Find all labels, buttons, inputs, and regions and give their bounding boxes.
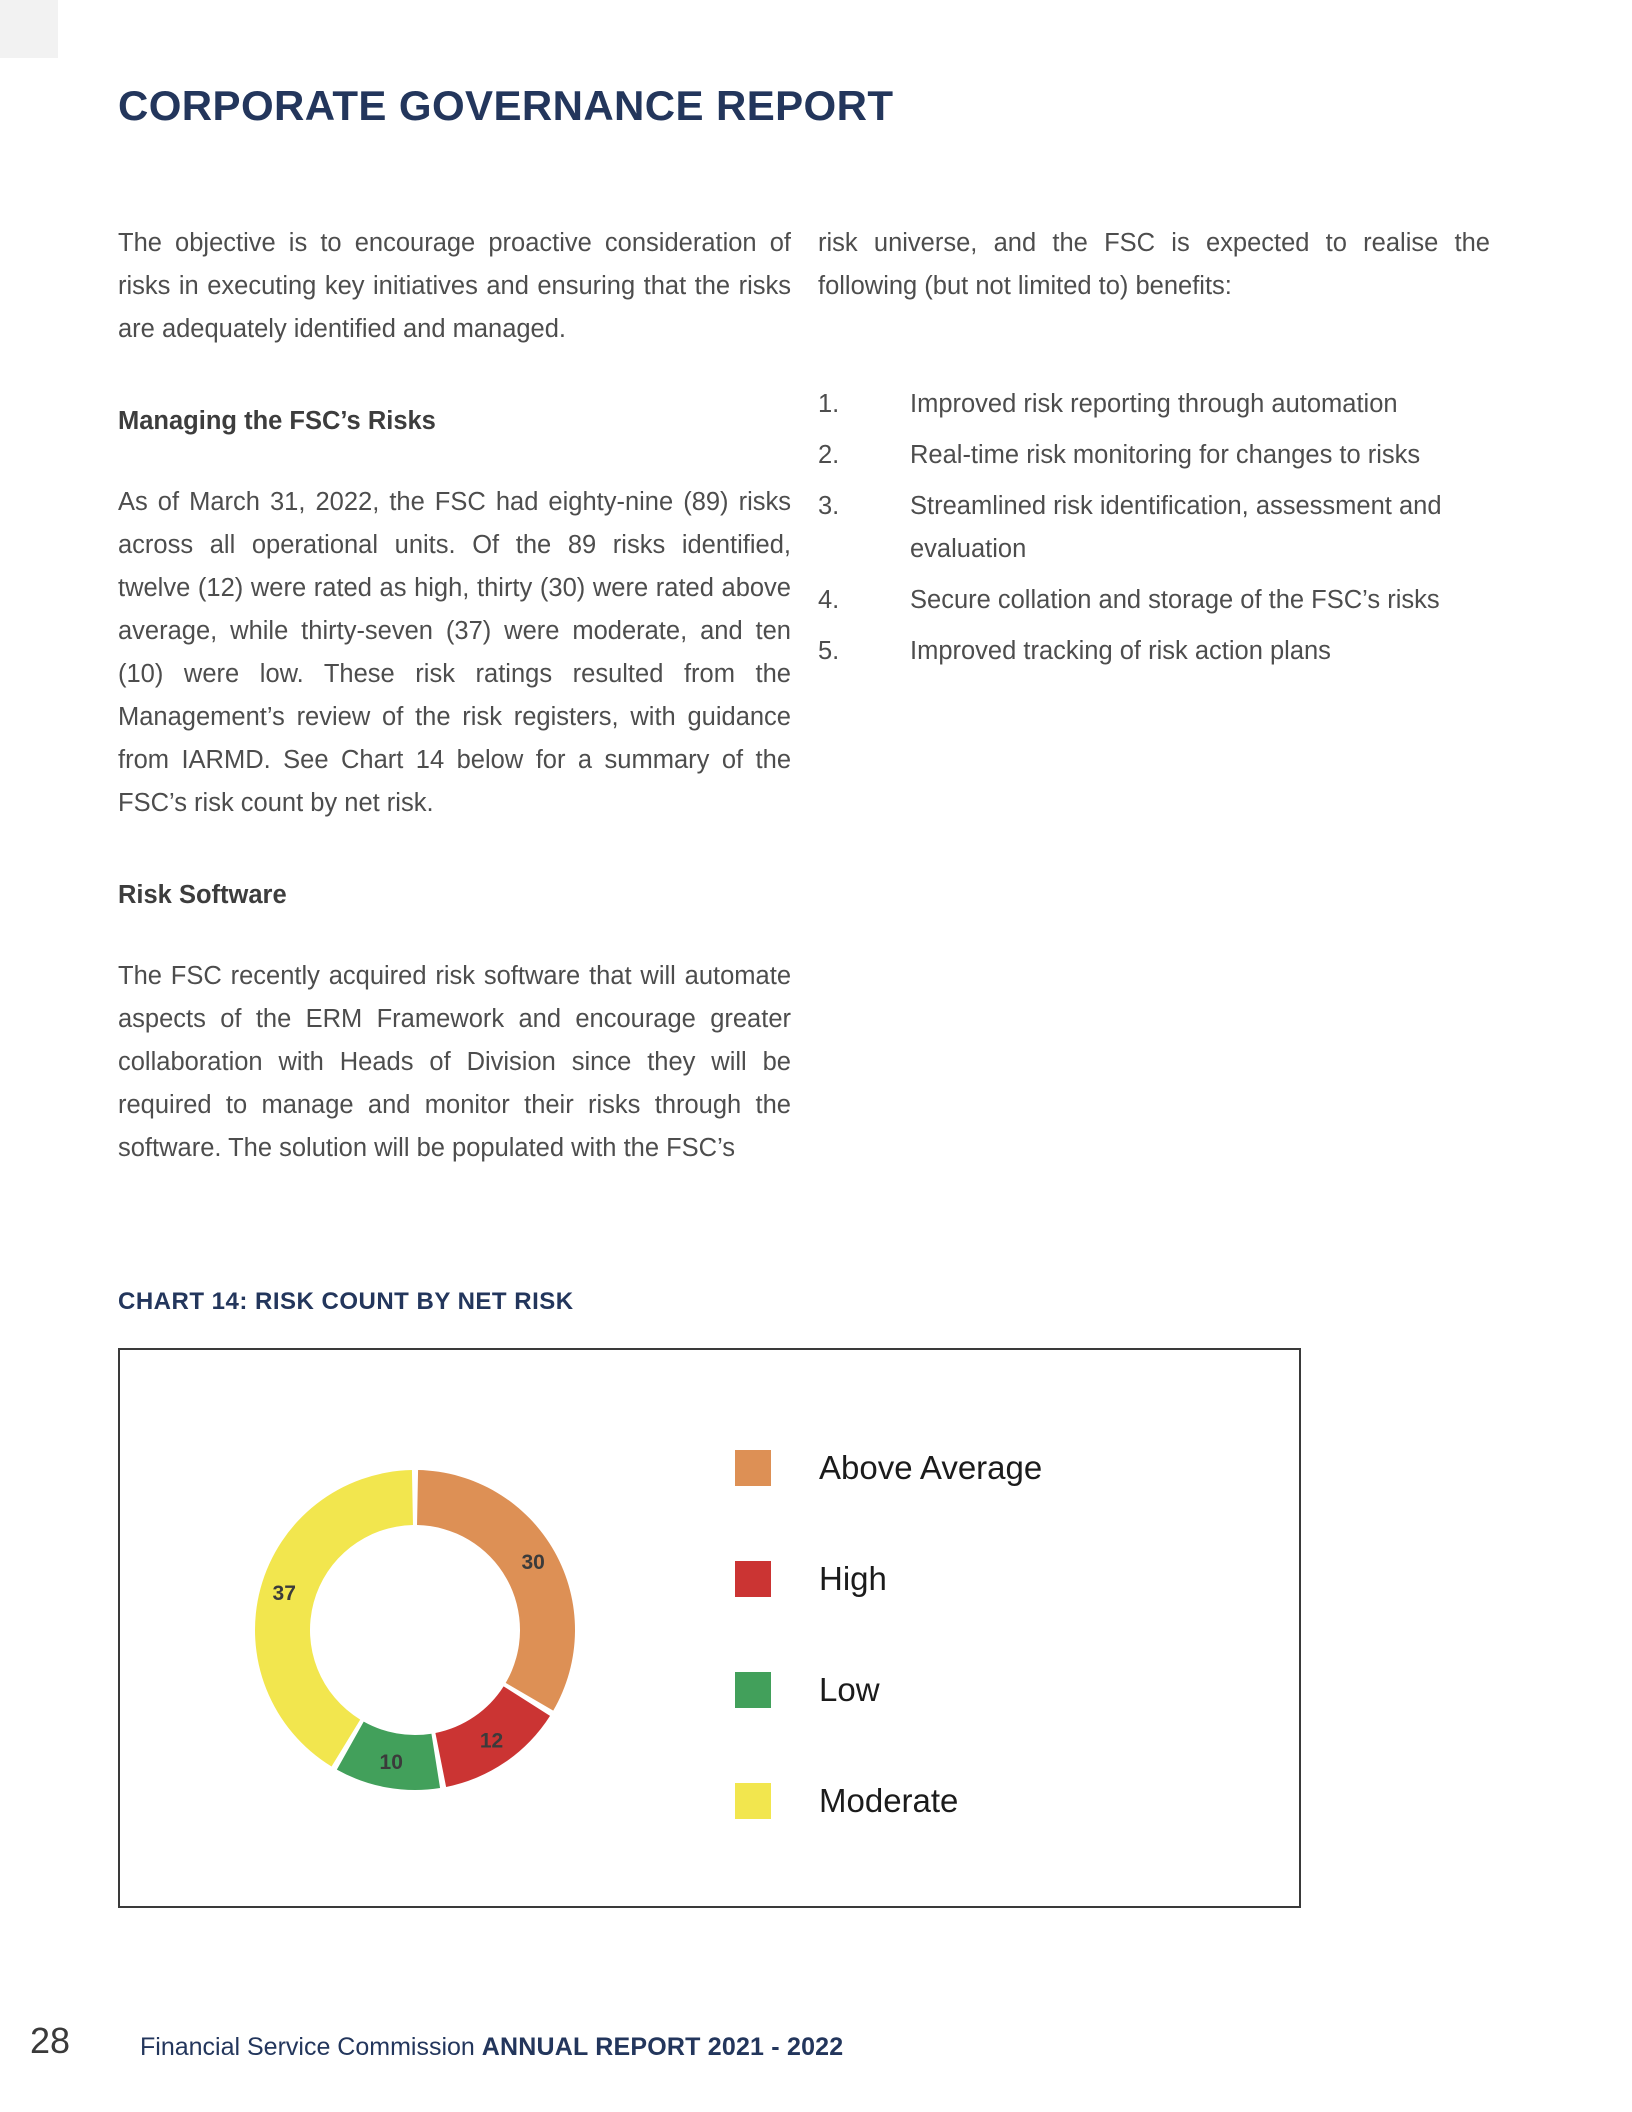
page-title: CORPORATE GOVERNANCE REPORT [118, 82, 894, 129]
left-column [118, 222, 791, 1170]
page-corner-mark [0, 0, 58, 58]
legend-item-above-average [735, 1412, 1255, 1523]
donut-chart-svg [160, 1375, 670, 1885]
chart-legend [735, 1412, 1255, 1856]
spacer [118, 859, 791, 877]
spacer [118, 385, 791, 403]
legend-item-moderate [735, 1745, 1255, 1856]
donut-slice-label: 12 [479, 1729, 504, 1753]
legend-swatch-icon [735, 1561, 771, 1597]
list-item [818, 485, 1490, 571]
continuation-paragraph: risk universe, and the FSC is expected to realise the following (but not limited to) benefits: [818, 229, 1490, 300]
managing-risks-paragraph: As of March 31, 2022, the FSC had eighty-nine (89) risks across all operational units. Of the 89 risks identified, twelve (12) were rated as high, thirty (30) were rated above average, while thirty-seven (37) were moderate, and ten (10) were low. These risk ratings resulted from the Management’s review of the risk registers, with guidance from IARMD. See Chart 14 below for a summary of the FSC’s risk count by net risk. [118, 488, 791, 817]
list-item-text: Secure collation and storage of the FSC’s risks [910, 586, 1440, 614]
list-item-number: 5. [818, 637, 840, 665]
intro-paragraph: The objective is to encourage proactive consideration of risks in executing key initiatives and ensuring that the risks are adequately identified and managed. [118, 229, 791, 343]
donut-slice-label: 30 [521, 1551, 545, 1575]
legend-label: Above Average [819, 1449, 1043, 1486]
list-item-text: Improved risk reporting through automation [910, 390, 1398, 418]
legend-item-high [735, 1523, 1255, 1634]
heading-risk-software: Risk Software [118, 881, 287, 909]
footer-organisation: Financial Service Commission [140, 2033, 482, 2061]
list-item-number: 1. [818, 390, 840, 418]
legend-swatch-icon [735, 1672, 771, 1708]
list-item-text: Streamlined risk identification, assessment and evaluation [910, 492, 1442, 563]
donut-slice-label: 37 [272, 1582, 296, 1606]
list-item-text: Improved tracking of risk action plans [910, 637, 1331, 665]
heading-managing-risks: Managing the FSC’s Risks [118, 407, 436, 435]
legend-label: Low [819, 1671, 880, 1708]
list-item-number: 4. [818, 586, 840, 614]
donut-slice [417, 1470, 575, 1711]
legend-item-low [735, 1634, 1255, 1745]
right-column [818, 222, 1490, 342]
list-item [818, 383, 1490, 426]
footer-page-number: 28 [30, 2020, 71, 2061]
list-item [818, 434, 1490, 477]
legend-label: Moderate [819, 1782, 959, 1819]
list-item-number: 3. [818, 492, 840, 520]
donut-slice [255, 1470, 413, 1766]
legend-swatch-icon [735, 1783, 771, 1819]
footer-report-label: ANNUAL REPORT 2021 - 2022 [481, 2033, 844, 2061]
legend-label: High [819, 1560, 887, 1597]
list-item-number: 2. [818, 441, 840, 469]
list-item [818, 630, 1490, 673]
chart-title: CHART 14: RISK COUNT BY NET RISK [118, 1288, 574, 1315]
risk-software-paragraph: The FSC recently acquired risk software that will automate aspects of the ERM Framework and encourage greater collaboration with Heads of Division since they will be required to manage and monitor their risks through the software. The solution will be populated with the FSC’s [118, 962, 791, 1162]
donut-chart [160, 1375, 670, 1885]
donut-slice-label: 10 [379, 1750, 403, 1774]
legend-swatch-icon [735, 1450, 771, 1486]
chart-container [118, 1348, 1301, 1908]
list-item-text: Real-time risk monitoring for changes to risks [910, 441, 1421, 469]
list-item [818, 579, 1490, 622]
footer-text [140, 2033, 843, 2062]
benefits-list [818, 383, 1490, 681]
